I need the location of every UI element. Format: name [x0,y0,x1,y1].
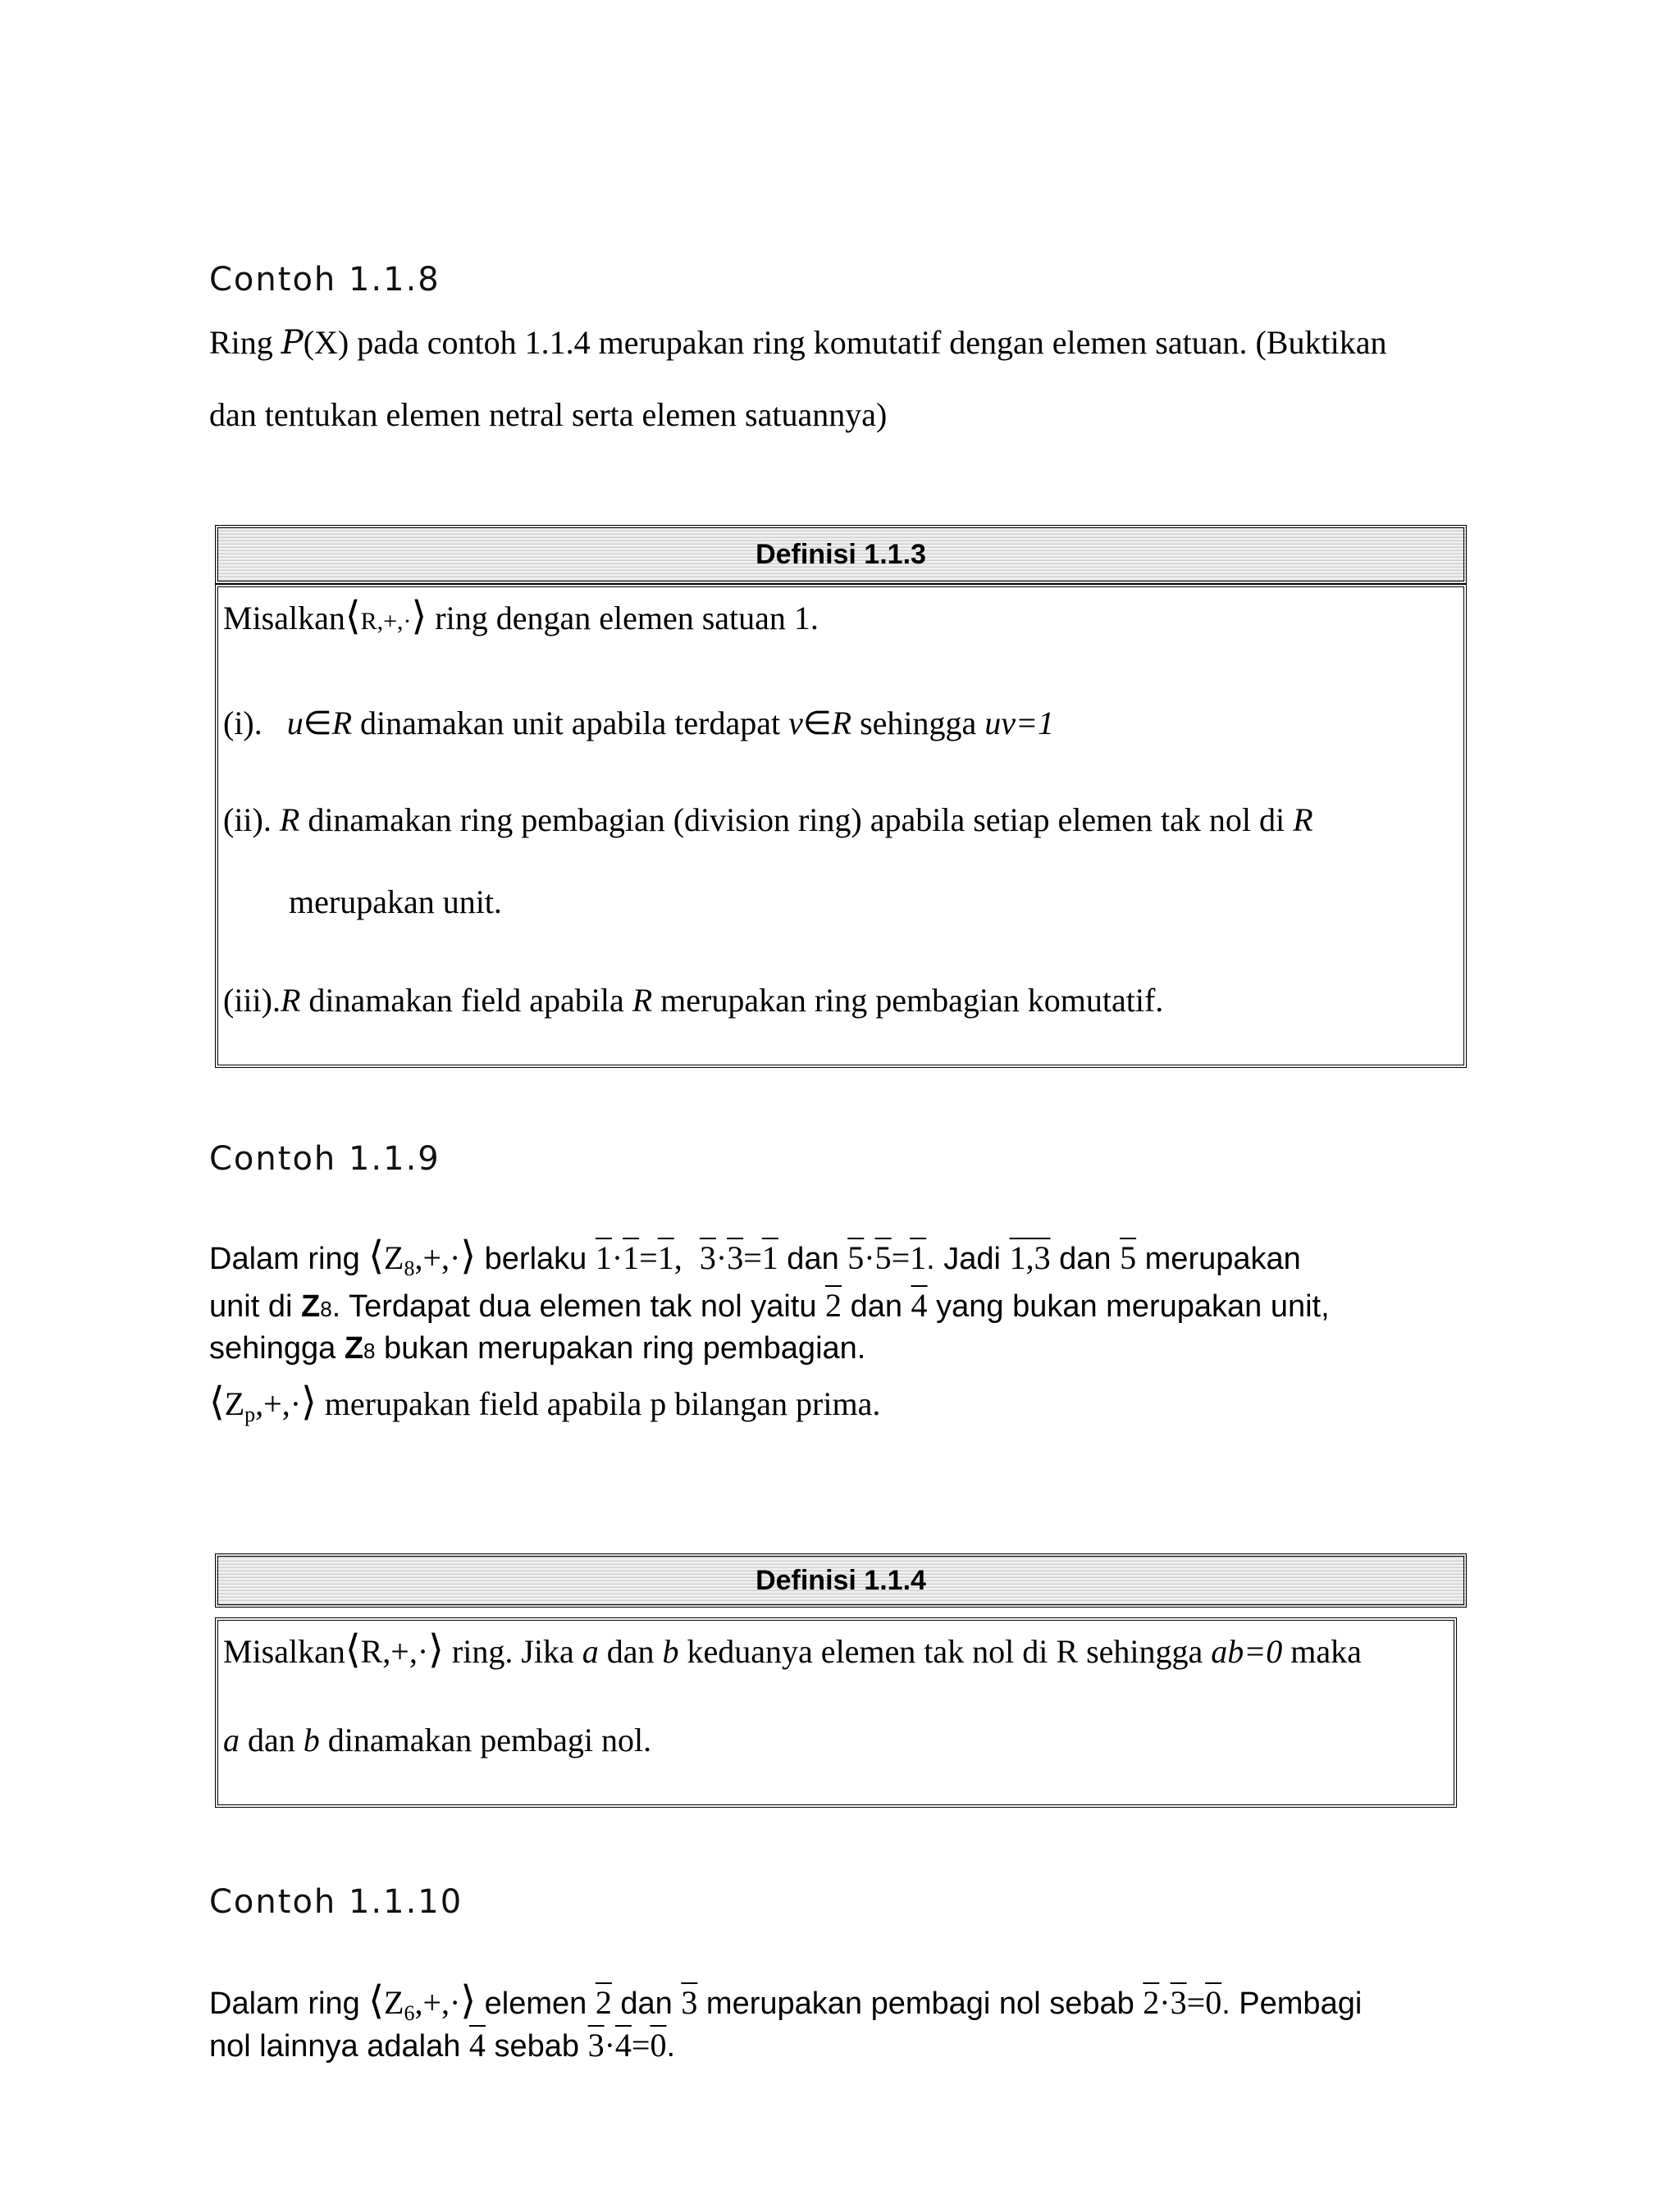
subscript: p [244,1403,256,1426]
text: . Terdapat dua elemen tak nol yaitu [331,1289,826,1324]
var-r: R [1293,801,1313,838]
angle-left: ⟨ [345,1628,361,1672]
equals: = [1186,1984,1206,2021]
text: merupakan field apabila p bilangan prima. [316,1385,881,1422]
class-five: 5 [1120,1239,1137,1276]
angle-left: ⟨ [209,1380,225,1424]
class-three: 3 [699,1239,716,1276]
contoh-1110-line2 [209,2029,675,2062]
definisi-113-title: Definisi 1.1.3 [215,525,1467,584]
contoh-118-line2: dan tentukan elemen netral serta elemen satuannya) [209,396,888,433]
text: ring. Jika [443,1633,582,1670]
definisi-113-intro [223,597,819,636]
text: (X) pada contoh 1.1.4 merupakan ring komutatif dengan elemen satuan. (Buktikan [303,324,1387,361]
definisi-114-line1 [223,1628,1362,1672]
text: dan [842,1289,911,1324]
text: dan [778,1242,848,1276]
dot: · [1159,1984,1171,2021]
text: sehingga [209,1331,345,1366]
text: nol lainnya adalah [209,2029,469,2064]
text: sehingga [851,705,985,741]
text: dinamakan field apabila [300,982,632,1019]
set-z: Z [384,1239,404,1276]
definisi-114-line2 [223,1724,651,1757]
definisi-113-item-ii-cont: merupakan unit. [289,883,502,920]
angle-right: ⟩ [460,1234,477,1278]
set-rest: ,+,· [255,1385,302,1422]
text: maka [1282,1633,1362,1670]
text: elemen [476,1986,596,2021]
text: berlaku [476,1242,596,1276]
definisi-114-title: Definisi 1.1.4 [215,1553,1467,1608]
dot: · [611,1239,623,1276]
subscript: 8 [404,1257,415,1280]
angle-right: ⟩ [301,1380,317,1424]
class-two: 2 [825,1287,842,1324]
subscript: 6 [404,2001,415,2025]
var-b: b [303,1722,320,1758]
class-four: 4 [468,2027,486,2064]
text: Dalam ring [209,1986,369,2021]
contoh-119-line1 [209,1234,1301,1280]
angle-left: ⟨ [368,1979,385,2023]
var-r: R [280,982,301,1019]
power-set-symbol: P [281,324,304,362]
class-zero: 0 [650,2027,667,2064]
element-of: ∈ [802,705,832,741]
set-rest: ,+,· [414,1984,461,2021]
text: bukan merupakan ring pembagian. [375,1331,866,1366]
text: sebab [485,2029,588,2064]
equals: = [743,1239,762,1276]
class-list: 1,3 [1009,1239,1051,1276]
text: Ring [209,324,281,361]
class-one: 1 [761,1239,778,1276]
class-three: 3 [681,1984,698,2021]
text: . Jadi [926,1242,1010,1276]
class-two: 2 [1143,1984,1160,2021]
equals: = [891,1239,911,1276]
dot: · [864,1239,875,1276]
angle-right: ⟩ [460,1979,477,2023]
definisi-113-item-i [223,707,1054,740]
z8-bold: Z [300,1289,321,1324]
text: merupakan pembagi nol sebab [697,1986,1144,2021]
var-b: b [662,1633,679,1670]
definisi-113-item-iii [223,984,1163,1017]
var-r: R [279,801,300,838]
item-number: (iii). [223,982,281,1019]
text: dan [240,1722,304,1758]
text: Misalkan [223,1633,345,1670]
text: keduanya elemen tak nol di R sehingga [678,1633,1212,1670]
element-of: ∈ [303,705,332,741]
comma: , [673,1239,682,1276]
text: dinamakan unit apabila terdapat [352,705,789,741]
equation: uv=1 [984,705,1055,741]
definisi-113-item-ii [223,801,1313,838]
class-one: 1 [623,1239,640,1276]
angle-left: ⟨ [368,1234,385,1278]
class-three: 3 [587,2027,605,2064]
contoh-118-line1 [209,324,1387,362]
contoh-119-heading: Contoh 1.1.9 [209,1140,441,1178]
class-three: 3 [1170,1984,1187,2021]
text: dan [1050,1242,1121,1276]
angle-right: ⟩ [411,595,427,638]
contoh-119-line2 [209,1289,1330,1322]
item-number: (i). [223,705,262,741]
set-rest: ,+,· [414,1239,461,1276]
class-five: 5 [874,1239,892,1276]
var-a: a [582,1633,599,1670]
class-five: 5 [847,1239,865,1276]
text: unit di [209,1289,301,1324]
class-three: 3 [727,1239,744,1276]
set-text: R,+,· [360,608,412,635]
text: dan [598,1633,663,1670]
var-v: v [788,705,803,741]
subscript: 8 [320,1297,332,1321]
text: dinamakan pembagi nol. [319,1722,652,1758]
text: Misalkan [223,600,345,636]
set-text: R,+,· [360,1633,429,1670]
class-zero: 0 [1205,1984,1222,2021]
var-a: a [223,1722,240,1758]
set-z: Z [224,1385,245,1422]
text: merupakan ring pembagian komutatif. [652,982,1164,1019]
var-r: R [331,705,353,741]
equals: = [639,1239,658,1276]
subscript: 8 [363,1339,376,1363]
class-two: 2 [595,1984,612,2021]
text: ring dengan elemen satuan 1. [427,600,819,636]
class-four: 4 [911,1287,928,1324]
text: dan [611,1986,682,2021]
var-r: R [831,705,852,741]
text: Dalam ring [209,1242,369,1276]
dot: · [604,2027,615,2064]
contoh-118-heading: Contoh 1.1.8 [209,261,441,299]
class-four: 4 [614,2027,632,2064]
text: dinamakan ring pembagian (division ring) apabila setiap elemen tak nol di [299,801,1294,838]
period: . [666,2029,676,2064]
class-one: 1 [657,1239,674,1276]
var-r: R [632,982,653,1019]
set-z: Z [384,1984,404,2021]
z8-bold: Z [344,1331,364,1366]
equals: = [631,2027,651,2064]
contoh-1110-heading: Contoh 1.1.10 [209,1883,463,1921]
contoh-1110-line1 [209,1979,1363,2025]
text: . Pembagi [1221,1986,1363,2021]
item-number: (ii). [223,801,272,838]
text: yang bukan merupakan unit, [927,1289,1330,1324]
angle-right: ⟩ [428,1628,444,1672]
dot: · [715,1239,728,1276]
contoh-119-line3 [209,1333,865,1364]
class-one: 1 [910,1239,927,1276]
equation: ab=0 [1211,1633,1283,1670]
contoh-119-line4 [209,1380,881,1426]
var-u: u [286,705,304,741]
class-one: 1 [595,1239,612,1276]
angle-left: ⟨ [345,595,361,638]
text: merupakan [1136,1242,1301,1276]
